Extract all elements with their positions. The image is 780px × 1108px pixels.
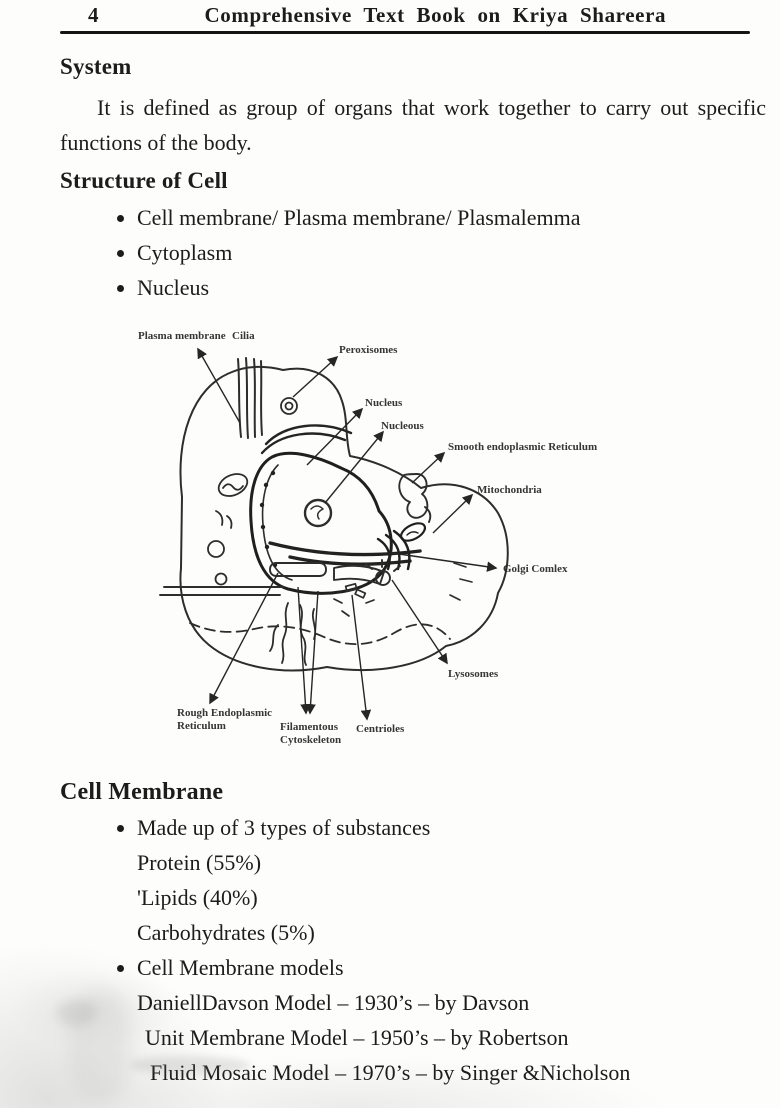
system-definition-paragraph: It is defined as group of organs that work together to carry out specific functions of the body. <box>60 95 766 155</box>
list-item <box>117 816 630 840</box>
diagram-label-golgi: Golgi Comlex <box>503 563 568 575</box>
list-item-text: 'Lipids (40%) <box>137 885 258 910</box>
cilia-strands <box>238 358 262 438</box>
diagram-label-centrioles: Centrioles <box>356 723 405 735</box>
cell-membrane-list <box>117 816 630 1096</box>
list-item-text: Nucleus <box>137 275 210 300</box>
scan-smudge <box>130 1056 250 1074</box>
section-heading-structure-of-cell: Structure of Cell <box>60 168 228 193</box>
section-heading-cell-membrane: Cell Membrane <box>60 779 224 805</box>
list-item <box>117 276 581 300</box>
arrow-rough-er <box>210 573 278 703</box>
arrow-nucleolus <box>325 432 383 503</box>
header-rule <box>60 31 750 34</box>
rough-er-shape <box>262 425 351 453</box>
list-item-text: Cell membrane/ Plasma membrane/ Plasmalemma <box>137 205 581 230</box>
peroxisome-shape <box>281 398 297 414</box>
bullet-icon <box>117 250 124 257</box>
diagram-label-mitochondria: Mitochondria <box>477 484 542 496</box>
diagram-label-rough-er-line1: Rough Endoplasmic <box>177 707 273 719</box>
diagram-label-rough-er-line2: Reticulum <box>177 720 226 732</box>
list-item-text: DaniellDavson Model – 1930’s – by Davson <box>137 990 530 1015</box>
cell-structure-diagram <box>120 325 660 760</box>
arrow-lysosomes <box>392 580 447 663</box>
list-item-text: Cytoplasm <box>137 240 233 265</box>
arrow-mitochondria <box>433 495 472 533</box>
scan-smudge <box>56 1000 96 1026</box>
list-item-text: Unit Membrane Model – 1950’s – by Robertson <box>145 1025 569 1050</box>
diagram-label-peroxisomes: Peroxisomes <box>339 344 398 356</box>
list-item <box>117 206 581 230</box>
mitochondrion-left-shape <box>215 470 251 500</box>
cytoplasm-streaks-right <box>450 563 472 600</box>
diagram-label-nucleus: Nucleus <box>365 397 403 409</box>
diagram-label-cilia: Cilia <box>232 330 255 342</box>
page-header <box>88 3 746 28</box>
bullet-icon <box>117 215 124 222</box>
arrow-peroxisomes <box>293 357 337 397</box>
arrow-plasma-membrane <box>198 349 240 423</box>
diagram-label-nucleolus: Nucleous <box>381 420 424 432</box>
diagram-label-cytoskeleton-line1: Filamentous <box>280 721 339 733</box>
diagram-label-plasma-membrane: Plasma membrane <box>138 330 226 342</box>
diagram-label-lysosomes: Lysosomes <box>448 668 499 680</box>
cytoplasm-vesicles-left <box>208 511 232 585</box>
page-number: 4 <box>88 3 99 27</box>
list-item <box>117 956 630 980</box>
list-item-text: Made up of 3 types of substances <box>137 815 431 840</box>
running-title: Comprehensive Text Book on Kriya Shareera <box>204 3 667 27</box>
bullet-icon <box>117 825 124 832</box>
arrow-smooth-er <box>412 453 444 483</box>
list-item <box>117 886 630 910</box>
list-item <box>117 1026 630 1050</box>
inner-membrane-dashed <box>190 623 450 644</box>
list-item <box>117 851 630 875</box>
list-item-text: Carbohydrates (5%) <box>137 920 315 945</box>
nucleolus-shape <box>305 500 331 526</box>
list-item <box>117 921 630 945</box>
section-heading-system: System <box>60 54 132 79</box>
bullet-icon <box>117 965 124 972</box>
diagram-label-smooth-er: Smooth endoplasmic Reticulum <box>448 441 598 453</box>
diagram-label-cytoskeleton-line2: Cytoskeleton <box>280 734 342 746</box>
arrow-centrioles <box>352 595 367 719</box>
list-item-text: Fluid Mosaic Model – 1970’s – by Singer &Nicholson <box>150 1060 631 1085</box>
list-item-text: Cell Membrane models <box>137 955 344 980</box>
list-item <box>117 241 581 265</box>
list-item <box>117 991 630 1015</box>
structure-of-cell-list <box>117 206 581 311</box>
list-item-text: Protein (55%) <box>137 850 262 875</box>
cell-diagram-svg <box>120 325 660 760</box>
bullet-icon <box>117 285 124 292</box>
cytoskeleton-shape <box>270 603 315 665</box>
